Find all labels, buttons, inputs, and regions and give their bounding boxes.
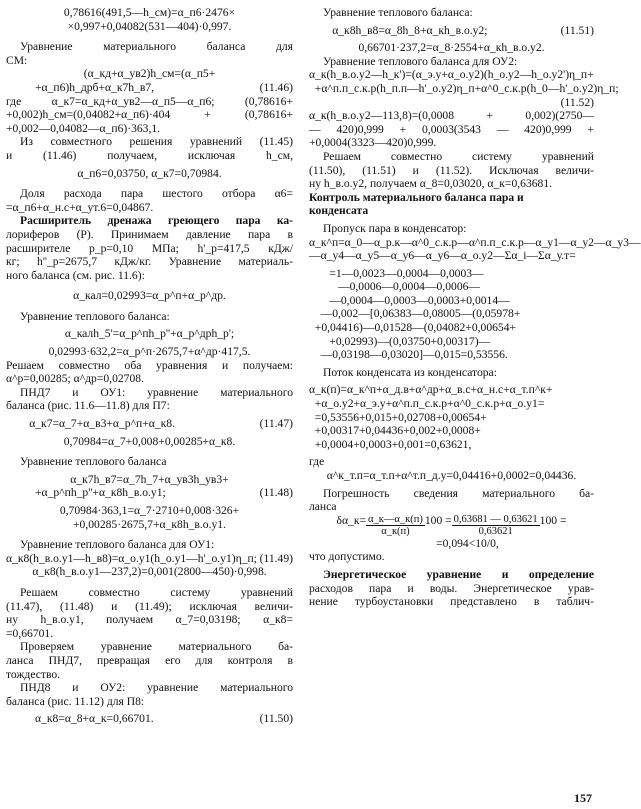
equation-number: (11.49) — [259, 551, 293, 565]
text-line: —α_у4—α_у5—α_у6—α_у6—α_о.у2—Σα_i—Σα_у.т= — [309, 249, 576, 263]
text-line: ну h_в.о.у1, получаем α_7=0,03198; α_к8= — [6, 613, 293, 627]
formula-part: 100 = — [539, 513, 567, 527]
text-line: =0,66701. — [6, 626, 54, 640]
text-line: баланса (рис. 11.12) для П8: — [6, 694, 145, 708]
text-line: ланса — [309, 500, 337, 514]
numbered-equation — [6, 417, 293, 431]
text-line: кг; h''_р=2675,7 кДж/кг. Уравнение материаль- — [6, 255, 293, 269]
equation-text: α_к8(h_в.о.у1—h_в8)=α_о.у1(h_о.у1—h'_о.у1)η_п; — [6, 551, 257, 565]
text-line: ланса ПНД7, превращая его для контроля в — [6, 653, 293, 667]
text-line: α_кал=0,02993=α_р^п+α_р^др. — [73, 289, 226, 303]
text-line: Решаем совместно систему уравнений — [323, 149, 594, 163]
text-line: +α_о.у2+α_э.у+α^п.п_с.к.р+α^0_с.к.р+α_о.у1= — [309, 397, 545, 411]
text-line: ×0,997+0,04082(531—404)·0,997. — [67, 19, 232, 33]
text-line: Решаем совместно оба уравнения и получаем: — [6, 358, 293, 372]
text-line: Энергетическое уравнение и определение — [323, 567, 594, 581]
page-number: 157 — [574, 791, 592, 805]
text-line: где α_к7=α_кд+α_ув2—α_п5—α_п6; (0,78616+ — [6, 94, 293, 108]
formula-part: 0,63681 — 0,63621 — [453, 513, 538, 525]
text-line: 0,66701·237,2=α_8·2554+α_кh_в.о.у2. — [358, 41, 545, 55]
right-column — [309, 6, 641, 609]
text-line: α_калh_5'=α_р^пh_р''+α_р^дрh_р'; — [64, 327, 235, 341]
text-line: Уравнение теплового баланса: — [20, 309, 170, 323]
text-line: =α_п6+α_н.с+α_ут.6=0,04867. — [6, 200, 154, 214]
text-line: Пропуск пара в конденсатор: — [323, 221, 467, 235]
text-line: α_к8(h_в.о.у1—237,2)=0,001(2800—450)·0,998. — [32, 565, 267, 579]
equation-number: (11.51) — [560, 23, 594, 37]
equation-number: (11.50) — [259, 712, 293, 726]
spacer — [6, 579, 293, 586]
equation-text: +α_р^пh_р''+α_к8h_в.о.у1; — [6, 486, 166, 500]
numbered-equation — [6, 552, 293, 566]
formula-part: δα_к= — [336, 513, 367, 527]
text-line: +0,002—0,04082—α_п6)·363,1. — [6, 121, 161, 135]
spacer — [6, 303, 293, 310]
numbered-equation — [6, 712, 293, 726]
spacer — [6, 282, 293, 289]
left-column — [6, 6, 293, 726]
text-line: +0,0004+0,0003+0,001=0,63621, — [309, 437, 472, 451]
text-line: 0,78616(491,5—h_см)=α_п6·2476× — [63, 6, 236, 19]
numbered-equation — [309, 24, 594, 38]
text-line: что допустимо. — [309, 550, 385, 564]
text-line: +0,04416)—0,01528—(0,04082+0,00654+ — [309, 321, 517, 335]
text-line: тождество. — [6, 667, 61, 681]
text-line: +0,0004(3323—420)0,999. — [309, 136, 437, 150]
text-line: ну h_в.о.у2, получаем α_8=0,03020, α_к=0,63681. — [309, 177, 553, 191]
text-line: Поток конденсата из конденсатора: — [323, 365, 497, 379]
text-line: баланса (рис. 11.6—11.8) для П7: — [6, 399, 170, 413]
numbered-equation — [6, 81, 293, 95]
text-line: α^к_т.п=α_т.п+α^т.п_д.у=0,04416+0,0002=0,04436. — [326, 469, 577, 482]
text-line: Доля расхода пара шестого отбора α6= — [20, 187, 293, 201]
text-line: α_п6=0,03750, α_к7=0,70984. — [77, 166, 222, 180]
text-line: Решаем совместно систему уравнений — [20, 585, 293, 599]
text-line: +0,002)h_см=(0,04082+α_п6)·404 + (0,78616+ — [6, 108, 293, 122]
text-line: конденсата — [309, 204, 369, 218]
fraction — [452, 514, 540, 537]
text-line: расширителе p_р=0,10 МПа; h'_р=417,5 кДж/ — [6, 241, 293, 255]
text-line: 0,02993·632,2=α_р^п·2675,7+α^др·417,5. — [48, 345, 251, 359]
text-line: α_к(h_в.о.у2—h_к')=(α_э.у+α_о.у2)(h_о.у2—h_о.у2')η_п+ — [309, 68, 594, 82]
text-line: (11.47), (11.48) и (11.49); исключая величи- — [6, 599, 293, 613]
text-line: α_к(п)=α_к^п+α_д.в+α^др+α_в.с+α_н.с+α_т.п^к+ — [309, 383, 553, 397]
text-line: 0,70984·363,1=α_7·2710+0,008·326+ — [59, 504, 240, 517]
text-line: расходов пара и воды. Энергетическое урав- — [309, 581, 594, 595]
spacer — [6, 180, 293, 187]
formula-part: α_к(п) — [381, 525, 410, 537]
spacer — [6, 448, 293, 455]
text-line: —0,03198—0,03020]—0,015=0,53556. — [309, 348, 508, 362]
text-line: α_к(h_в.о.у2—113,8)=(0,0008 + 0,002)(2750— — [309, 109, 594, 123]
text-line: —0,0006—0,0004—0,0006— — [309, 280, 481, 294]
equation-number: (11.46) — [259, 80, 293, 94]
text-line: ПНД7 и ОУ1: уравнение материального — [20, 385, 293, 399]
text-line: α^р=0,00285; α^др=0,02708. — [6, 372, 144, 386]
spacer — [6, 33, 293, 40]
text-line: α_к7h_в7=α_7h_7+α_ув3h_ув3+ — [70, 472, 229, 486]
text-line: (11.50), (11.51) и (11.52). Исключая величи- — [309, 163, 594, 177]
text-line: лориферов (Р). Принимаем давление пара в — [6, 227, 293, 241]
text-line: =0,094<10/0, — [404, 536, 499, 550]
text-line: Погрешность сведения материального ба- — [323, 486, 594, 500]
text-line: +α^п.п_с.к.р(h_п.п—h'_о.у2)η_п+α^0_с.к.р(h_0—h'_о.у2)η_п; — [309, 81, 619, 95]
text-line: и (11.46) получаем, исключая h_см, — [6, 148, 293, 162]
text-line: ного баланса (см. рис. 11.6): — [6, 268, 145, 282]
equation-text: +α_п6)h_дрб+α_к7h_в7, — [6, 80, 155, 94]
text-line: =0,53556+0,015+0,02708+0,00654+ — [309, 410, 487, 424]
numbered-equation — [6, 486, 293, 500]
text-line: Из совместного решения уравнений (11.45) — [20, 135, 293, 149]
text-line: Уравнение теплового баланса: — [323, 6, 473, 19]
text-line: где — [309, 455, 325, 469]
text-line: +0,00317+0,04436+0,002+0,0008+ — [309, 424, 481, 438]
text-line: Проверяем уравнение материального ба- — [20, 640, 293, 654]
formula-part: α_к—α_к(п) — [368, 513, 423, 525]
equation-number: (11.47) — [259, 417, 293, 431]
text-line: (α_кд+α_ув2)h_см=(α_п5+ — [83, 67, 216, 81]
text-line: +0,00285·2675,7+α_к8h_в.о.у1. — [73, 517, 226, 531]
text-line: Уравнение теплового баланса для ОУ2: — [323, 54, 518, 68]
text-line: (11.52) — [560, 95, 594, 109]
fraction — [366, 514, 425, 537]
text-line: —0,002—[0,06383—0,08005—(0,05978+ — [309, 307, 521, 321]
text-line: ПНД8 и ОУ2: уравнение материального — [20, 681, 293, 695]
text-line: Уравнение теплового баланса — [20, 455, 167, 469]
spacer — [6, 531, 293, 538]
text-line: Расширитель дренажа греющего пара ка- — [20, 214, 293, 228]
text-line: α_к^п=α_0—α_р.к—α^0_с.к.р—α^п.п_с.к.р—α_у1—α_у2—α_у3— — [309, 235, 641, 249]
text-line: =1—0,0023—0,0004—0,0003— — [309, 266, 484, 280]
text-line: нение турбоустановки представлено в таблич- — [309, 595, 594, 609]
equation-text: α_к7=α_7+α_в3+α_р^п+α_к8. — [6, 417, 175, 431]
text-line: — 420)0,999 + 0,0003(3543 — 420)0,999 + — [309, 122, 594, 136]
formula-part: 100 = — [424, 513, 452, 527]
equation-text: α_к8h_в8=α_8h_8+α_кh_в.о.у2; — [309, 23, 488, 37]
error-formula — [309, 514, 594, 537]
equation-number: (11.48) — [259, 486, 293, 500]
text-line: Уравнение материального баланса для — [20, 40, 293, 54]
equation-text: α_к8=α_8+α_к=0,66701. — [6, 712, 154, 726]
text-line: —0,0004—0,0003—0,0003+0,0014— — [309, 293, 510, 307]
text-line: +0,02993)—(0,03750+0,00317)— — [309, 334, 491, 348]
text-line: 0,70984=α_7+0,008+0,00285+α_к8. — [63, 434, 236, 448]
text-line: Уравнение теплового баланса для ОУ1: — [20, 538, 215, 552]
text-line: СМ: — [6, 53, 28, 67]
text-line: Контроль материального баланса пара и — [309, 190, 524, 204]
formula-part: 0,63621 — [478, 525, 513, 537]
